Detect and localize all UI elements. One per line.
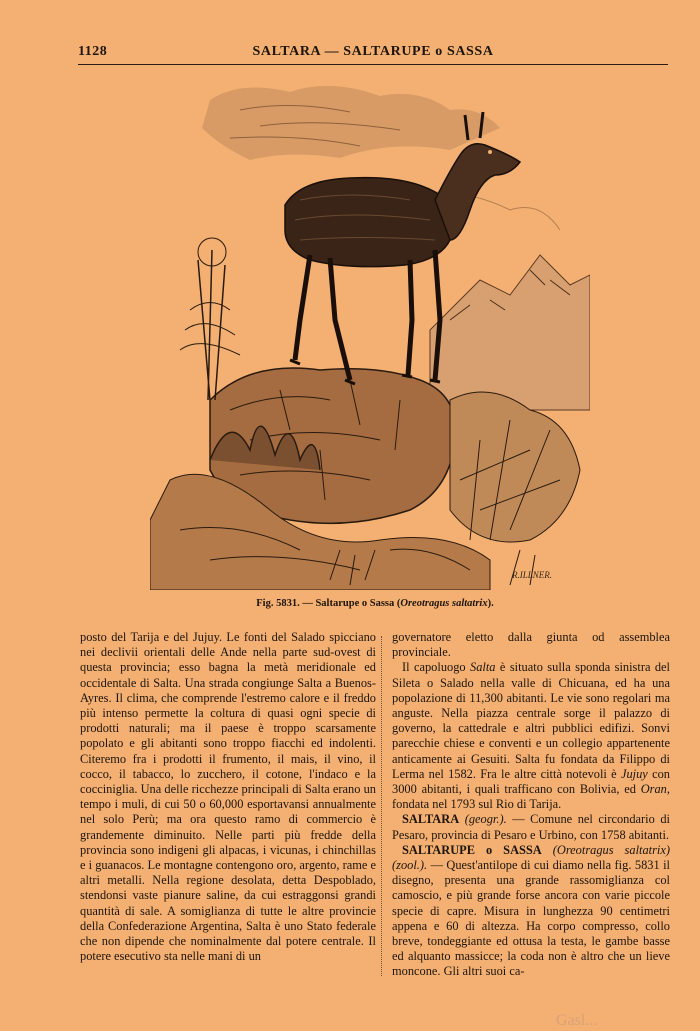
p2-city-oran: Oran bbox=[640, 782, 667, 797]
entry-saltarupe-latin: (Oreotragus saltatrix) bbox=[552, 842, 670, 857]
running-head: SALTARA — SALTARUPE o SASSA bbox=[252, 44, 494, 59]
caption-suffix: ). bbox=[487, 598, 494, 609]
left-column-text: posto del Tarija e del Jujuy. Le fonti del Salado spicciano nei declivii orientali delle Ande nella parte sud-ovest di questa provincia; esso bagna la metà meridionale ed occidentale di Salta. Una strada congiunge Salta a Buenos-Ayres. Il clima, che comprende l'estremo calore e il freddo più intenso permette la coltura di quasi ogni specie di prodotti naturali; ma il paese è troppo scarsamente popolato e gli abitanti sono troppo fiacchi ed indolenti. Citeremo fra i prodotti il frumento, il mais, il vino, il cocco, il tabacco, lo zucchero, il cotone, l'indaco e la cocciniglia. Una delle ricchezze principali di Salta erano un tempo i muli, di cui 50 o 60,000 esportavansi annualmente nel solo Perù; ma ora questo ramo di commercio è grandemente diminuito. Nelle parti più fredde della provincia sono indigeni gli alpacas, i vicunas, i chinchillas e i guanacos. Le montagne contengono oro, argento, rame e altri metalli. Nella regione desolata, detta Despoblado, stendonsi vaste pianure saline, da cui estraggonsi grandi quantità di sale. A somiglianza di tutte le altre provincie della Confederazione Argentina, Salta è uno Stato federale che non dipende che nominalmente dal potere centrale. Il potere esecutivo sta nelle mani di un bbox=[80, 630, 376, 964]
p2-rest: è situato sulla sponda sinistra del Sileta o Salado nella valle di Chicuana, ed ha una popolazione di 11,300 abitanti. Le vie sono regolari ma anguste. Nella piazza centrale sorge il palazzo di governo, la cattedrale e altri pubblici edifizi. Sonvi parecchie chiese e conventi e un collegio appartenente anticamente ai Gesuiti. Salta fu fondata da Filippo di Lerma nel 1582. Fra le altre città notevoli è bbox=[392, 660, 670, 781]
engraving-figure bbox=[150, 80, 590, 590]
scan-watermark: Gasl... bbox=[556, 1012, 598, 1029]
column-divider bbox=[381, 636, 382, 976]
entry-saltarupe-body: — Quest'antilope di cui diamo nella fig. 5831 il disegno, presenta una grande rassomiglianza col camoscio, e più grande forse ancora con varie piccole specie di capre. Misura in lunghezza 90 centimetri appena e 60 di altezza. Ha corpo compresso, collo breve, tondeggiante ed ottusa la testa, le gambe basse ed alquanto massicce; la coda non è altro che un lieve moncone. Gli altri suoi ca- bbox=[392, 858, 670, 979]
right-paragraph-1: governatore eletto dalla giunta od assemblea provinciale. bbox=[392, 630, 670, 660]
entry-saltara bbox=[392, 812, 670, 842]
right-column bbox=[392, 630, 670, 980]
figure-caption bbox=[80, 598, 670, 609]
right-paragraph-2 bbox=[392, 660, 670, 812]
entry-saltarupe-head: SALTARUPE o SASSA bbox=[402, 842, 542, 857]
p2-mid: con 3000 abitanti, i quali trafficano con Bolivia, ed bbox=[392, 766, 670, 797]
header-rule bbox=[78, 64, 668, 65]
entry-saltara-tag: (geogr.). bbox=[464, 812, 507, 827]
entry-saltarupe bbox=[392, 843, 670, 980]
page-header bbox=[78, 42, 668, 64]
left-column bbox=[80, 630, 376, 964]
p2-start: Il capoluogo bbox=[402, 660, 471, 675]
caption-latin-name: Oreotragus saltatrix bbox=[400, 598, 488, 609]
p2-city-jujuy: Jujuy bbox=[620, 766, 648, 781]
entry-saltarupe-tag: (zool.). bbox=[392, 858, 428, 873]
p2-city-salta: Salta bbox=[470, 660, 496, 675]
entry-saltara-head: SALTARA bbox=[402, 812, 460, 827]
klipspringer-engraving bbox=[150, 80, 590, 590]
caption-prefix: Fig. 5831. — Saltarupe o Sassa ( bbox=[256, 598, 401, 609]
page-number: 1128 bbox=[78, 44, 108, 59]
engraver-signature: R.ILLNER. bbox=[512, 570, 553, 580]
p2-end: , fondata nel 1793 sul Rio di Tarija. bbox=[392, 782, 670, 812]
entry-saltara-body: — Comune nel circondario di Pesaro, provincia di Pesaro e Urbino, con 1758 abitanti. bbox=[392, 812, 670, 842]
